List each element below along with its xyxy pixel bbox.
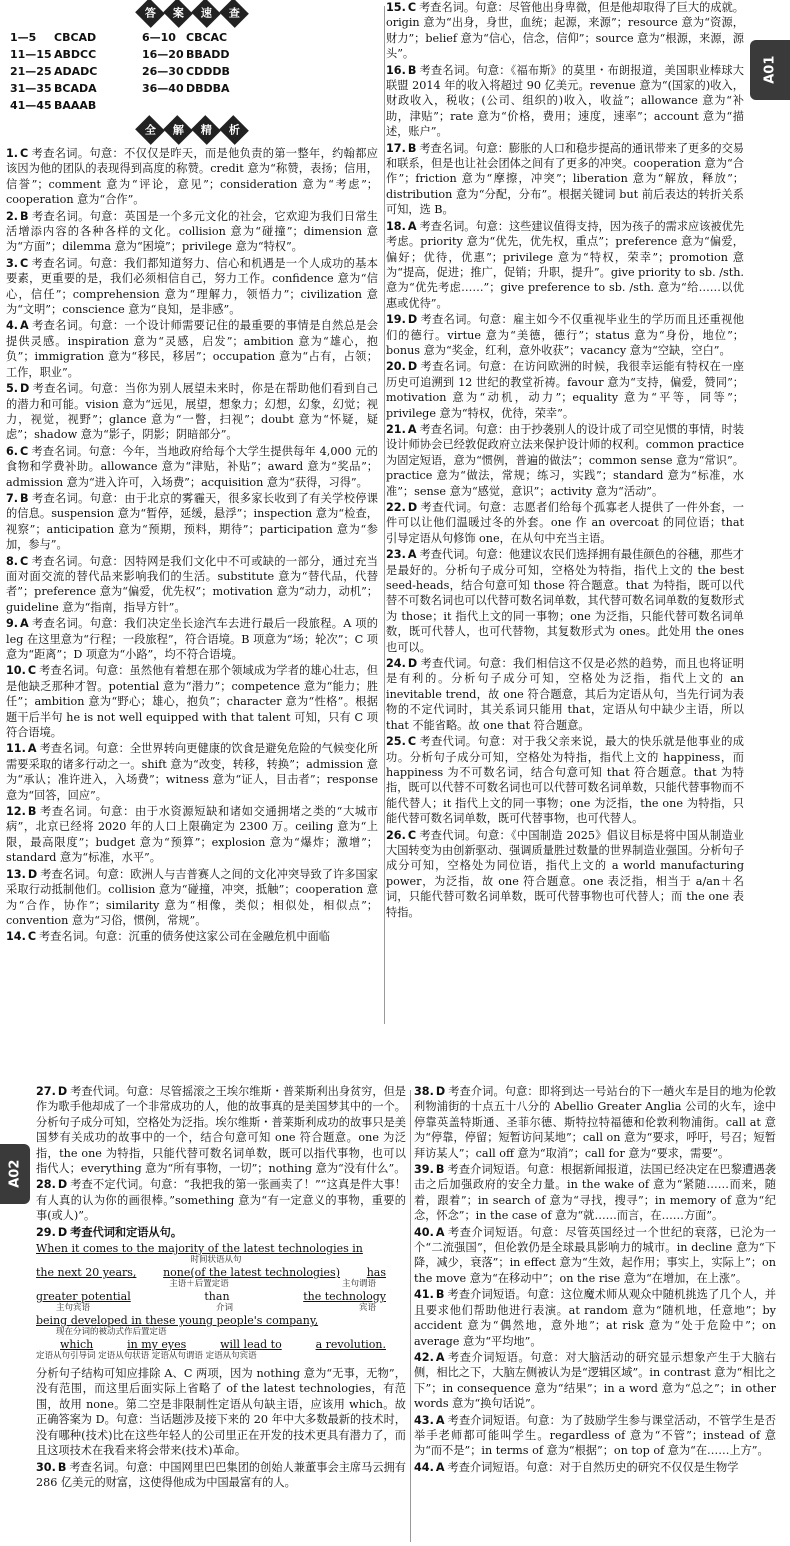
question-number: 10. xyxy=(6,664,26,678)
answer-letter: A xyxy=(435,1460,445,1474)
answer-range: 26—30 xyxy=(142,65,184,78)
question-number: 44. xyxy=(414,1460,434,1474)
answer-letter: B xyxy=(27,805,37,819)
answer-letter: A xyxy=(20,319,29,333)
question-item xyxy=(36,1084,406,1176)
answer-letter: D xyxy=(407,360,418,374)
answer-range: 11—15 xyxy=(10,48,52,61)
answer-letter: D xyxy=(407,501,418,514)
question-text: 考查介词短语。句意：对大脑活动的研究显示想象产生于大脑右侧，相比之下，大脑左侧被认为是“逻辑区域”。in contrast 意为“相比之下”；in consequence 意为“结果”；in a word 意为“总之”；in other words 意为“换句话说”。 xyxy=(414,1350,776,1411)
column-divider xyxy=(384,6,385,1024)
question-number: 28. xyxy=(36,1178,56,1192)
question-item xyxy=(414,1287,776,1349)
answer-range: 31—35 xyxy=(10,82,52,95)
question-text: 考查代词。句意：我们相信这不仅是必然的趋势，而且也将证明是有利的。分析句子成分可知，空格处为泛指，指代上文的 an inevitable trend，故 one 符合题意，其后为定语从句，当先行词为表物的不定代词时，其关系词只能用 that，定语从句中缺少主语，所以 that 不能省略。故 one that 符合题意。 xyxy=(386,657,744,732)
question-text: 考查代词。句意：《中国制造 2025》倡议目标是将中国从制造业大国转变为由创新驱动、强调质量胜过数量的世界制造业强国。分析句子成分可知，空格处为同位语，指代上文的 a world manufacturing power，为泛指，故 one 符合题意。one 表泛指，相当于 a/an＋名词，只能代替可数名词单数，既可代替事物也可代替人；而 the one 表特指。 xyxy=(386,828,745,919)
answer-key-banner xyxy=(6,3,378,23)
question-item xyxy=(36,1177,406,1223)
question-item xyxy=(386,219,744,311)
answer-range: 36—40 xyxy=(142,82,184,95)
question-item xyxy=(386,141,744,218)
question-analysis: 分析句子结构可知应排除 A、C 两项，因为 nothing 意为“无事，无物”，没有范围，而这里后面实际上省略了 of the latest technologies，有范围，故用 none。第二空是非限制性定语从句缺主语，应该用 which。故正确答案为 D。句意：当话题涉及接下来的 20 年中大多数最新的技术时，没有哪种(技术)比在这些年轻人的公司里正在开发的技术更具有潜力了，而且这项技术在我看来将会带来(技术)革命。 xyxy=(36,1367,406,1458)
question-item xyxy=(6,663,378,740)
question-text: 考查名词。句意：我们决定坐长途汽车去进行最后一段旅程。A 项的 leg 在这里意为“行程；一段旅程”，符合语境。B 项意为“场；轮次”；C 项意为“距离”；D 项意为“小路”，均不符合语境。 xyxy=(6,617,378,661)
question-number: 21. xyxy=(386,422,406,436)
answer-range: 1—5 xyxy=(10,31,37,44)
page-gap xyxy=(0,1030,790,1084)
question-number: 13. xyxy=(6,867,26,881)
answer-letter: B xyxy=(20,491,29,505)
answer-key-row xyxy=(10,97,378,114)
question-text: 考查代词。句意：对于我父亲来说，最大的快乐就是他事业的成功。分析句子成分可知，空格处为特指，指代上文的 happiness，而 happiness 为不可数名词，结合句意可知 that 符合题意。that 为特指，既可以代替不可数名词也可以代替可数名词单数，只能代替事物而不能代替人；it 指代上文的同一事物；one 为泛指，the one 为特指，只能代替可数名词单数，既可代替事物，也可代替人。 xyxy=(386,735,745,826)
answer-letter: A xyxy=(407,548,417,562)
answer-range: 16—20 xyxy=(142,48,184,61)
question-text: 考查名词。句意：沉重的债务使这家公司在金融危机中面临 xyxy=(39,930,330,944)
question-text: 考查不定代词。句意：“我把我的第一张画卖了！”“这真是件大事！有人真的认为你的画很棒。”something 意为“有一定意义的事物，重要的事(或人)”。 xyxy=(36,1178,406,1223)
question-item xyxy=(386,500,744,546)
diagram-gloss: 现在分词的被动式作后置定语 xyxy=(56,1327,167,1338)
question-number: 43. xyxy=(414,1413,434,1427)
question-text: 考查介词短语。句意：这位魔术师从观众中随机挑选了几个人，并且要求他们帮助他进行表演。at random 意为“随机地，任意地”；by accident 意为“偶然地，意外地”；at risk 意为“处于危险中”；on average 意为“平均地”。 xyxy=(414,1288,776,1348)
sentence-structure-diagram xyxy=(36,1242,406,1362)
answer-key-entry xyxy=(142,97,274,114)
question-item xyxy=(414,1460,776,1475)
explanation-list xyxy=(414,1084,776,1475)
question-number: 24. xyxy=(386,657,406,671)
column-divider xyxy=(410,1090,411,1542)
answer-letter: C xyxy=(20,256,29,270)
question-item xyxy=(6,381,378,443)
question-item xyxy=(386,656,744,733)
answer-key-grid xyxy=(10,29,378,114)
answer-key-entry xyxy=(142,29,274,46)
question-number: 26. xyxy=(386,828,406,842)
answer-letter: D xyxy=(407,313,418,327)
question-item xyxy=(36,1225,406,1240)
question-text: 考查名词。句意：不仅仅是昨天，而是他负责的第一整年，约翰都应该因为他的团队的表现得到高度的称赞。credit 意为“称赞，表扬；信用，信誉”；comment 意为“评论，意见”；consideration 意为“考虑”；cooperation 意为“合作”。 xyxy=(6,147,378,207)
question-number: 40. xyxy=(414,1225,434,1239)
answer-letter: B xyxy=(435,1288,445,1302)
question-item xyxy=(386,312,744,358)
answer-key-entry xyxy=(142,63,274,80)
question-text: 考查名词。句意：当你为别人展望未来时，你是在帮助他们看到自己的潜力和可能。vision 意为“远见，展望，想象力；幻想，幻象，幻觉；视力，视觉，视野”；glance 意为“一瞥，扫视”；doubt 意为“怀疑，疑虑”；shadow 意为“影子，阴影；阴暗部分”。 xyxy=(6,382,378,442)
answer-letter: C xyxy=(407,828,417,842)
diagram-gloss: 主句宾语 介词 宾语 xyxy=(56,1303,376,1314)
question-number: 20. xyxy=(386,360,406,374)
question-text: 考查名词。句意：一个设计师需要记住的最重要的事情是自然总是会提供灵感。inspiration 意为“灵感，启发”；ambition 意为“雄心，抱负”；immigration 意为“移民，移居”；occupation 意为“占有，占领；工作，职业”。 xyxy=(6,319,378,379)
answer-key-row xyxy=(10,63,378,80)
diagram-line: greater potential than the technology xyxy=(36,1290,386,1304)
answer-letters: ADADC xyxy=(54,65,98,78)
column-right xyxy=(386,0,744,921)
question-text: 考查名词。句意：由于水资源短缺和诸如交通拥堵之类的“大城市病”，北京已经将 2020 年的人口上限确定为 2300 万。ceiling 意为“上限，最高限度”；budget 意为“预算”；explosion 意为“爆炸；激增”；standard 意为“标准，水平”。 xyxy=(6,805,378,865)
question-text: 考查名词。句意：中国网里巴巴集团的创始人兼董事会主席马云拥有 286 亿美元的财富，这使得他成为中国最富有的人。 xyxy=(36,1460,406,1489)
banner-char: 查 xyxy=(219,0,249,28)
answer-letter: B xyxy=(407,63,417,77)
question-item xyxy=(386,359,744,421)
question-item xyxy=(386,63,744,140)
diagram-line: the next 20 years, none(of the latest technologies) has xyxy=(36,1266,386,1280)
answer-letter: C xyxy=(407,1,417,14)
answer-letter: C xyxy=(27,664,37,678)
diagram-gloss: 时间状语从句 xyxy=(190,1255,242,1266)
question-item xyxy=(6,616,378,662)
diagram-line: which in my eyes will lead to a revolution. xyxy=(60,1338,386,1352)
answer-letter: A xyxy=(435,1413,445,1427)
answer-letter: A xyxy=(407,219,417,233)
question-number: 41. xyxy=(414,1288,434,1302)
diagram-line: being developed in these young people's company, xyxy=(36,1314,319,1328)
answer-letter: C xyxy=(27,930,37,944)
diagram-line: When it comes to the majority of the latest technologies in xyxy=(36,1242,363,1256)
answer-key-entry xyxy=(142,46,274,63)
question-number: 4. xyxy=(6,319,19,333)
answer-key-row xyxy=(10,80,378,97)
question-item xyxy=(414,1162,776,1224)
question-item xyxy=(386,828,744,920)
answer-letter: C xyxy=(20,147,29,160)
question-text: 考查名词。句意：在访问欧洲的时候，我很幸运能有特权在一座历史可追溯到 12 世纪的教堂祈祷。favour 意为“支持，偏爱，赞同”；motivation 意为“动机，动力”；equality 意为“平等，同等”；privilege 意为“特权，优待，荣幸”。 xyxy=(386,360,744,420)
answer-letter: C xyxy=(20,554,29,568)
answer-letters: CBCAC xyxy=(186,31,228,44)
answer-letters: CDDDB xyxy=(186,65,230,78)
question-text: 考查代词和定语从句。 xyxy=(70,1224,183,1239)
question-text: 考查名词。句意：今年，当地政府给每个大学生提供每年 4,000 元的食物和学费补助。allowance 意为“津贴，补贴”；award 意为“奖品”；admission 意为“进入许可，入场费”；acquisition 意为“获得，习得”。 xyxy=(6,444,378,489)
question-item xyxy=(414,1084,776,1161)
question-item xyxy=(6,804,378,866)
question-number: 30. xyxy=(36,1460,56,1474)
question-item xyxy=(6,444,378,490)
question-number: 11. xyxy=(6,742,26,756)
question-number: 19. xyxy=(386,313,406,327)
question-item xyxy=(386,547,744,655)
answer-letter: A xyxy=(407,422,417,436)
question-number: 16. xyxy=(386,63,406,77)
question-number: 42. xyxy=(414,1350,434,1364)
answer-letter: D xyxy=(407,657,418,671)
page-tab: A02 xyxy=(0,1144,30,1204)
question-text: 考查名词。句意：这些建议值得支持，因为孩子的需求应该被优先考虑。priority 意为“优先，优先权，重点”；preference 意为“偏爱，偏好；优待，优惠”；privilege 意为“特权，荣幸”；promotion 意为“提高，促进；推广，促销；升职，提升”。give priority to sb. /sth. 意为“优先考虑……”；give preference to sb. /sth. 意为“给……以优惠或优待”。 xyxy=(386,219,744,310)
answer-key-entry xyxy=(10,97,142,114)
question-item xyxy=(6,146,378,208)
answer-letters: BBADD xyxy=(186,48,230,61)
answer-letters: ABDCC xyxy=(54,48,97,61)
answer-letter: B xyxy=(407,141,417,155)
answer-letters: BAAAB xyxy=(54,99,97,112)
question-text: 考查介词短语。句意：尽管英国经过一个世纪的衰落，已沦为一个“二流强国”，但伦敦仍是全球最具影响力的城市。in decline 意为“下降，减少，衰落”；in effect 意为“生效，起作用；事实上，实际上”；on the move 意为“在移动中”；on the rise 意为“在增加，在上涨”。 xyxy=(414,1225,776,1285)
banner-char: 答 xyxy=(135,0,165,28)
explanation-list xyxy=(6,146,378,945)
question-text: 考查代词。句意：他建议农民们选择拥有最佳颜色的谷穗，那些才是最好的。分析句子成分可知，空格处为特指，指代上文的 the best seed-heads，结合句意可知 those 符合题意。that 为特指，既可以代替不可数名词也可以代替可数名词单数，其代替可数名词单数的复数形式为 those；it 指代上文的同一事物；one 为泛指，只能代替可数名词单数，既可代替人，也可代替物，其复数形式为 ones。此处用 the ones 也可以。 xyxy=(386,548,745,654)
banner-char: 速 xyxy=(191,0,221,28)
banner-char: 析 xyxy=(219,115,249,145)
question-number: 27. xyxy=(36,1085,56,1098)
answer-letter: D xyxy=(435,1085,446,1098)
banner-char: 解 xyxy=(163,115,193,145)
question-item xyxy=(414,1225,776,1287)
answer-letter: C xyxy=(20,444,29,458)
answer-key-row xyxy=(10,29,378,46)
answer-key-entry xyxy=(10,80,142,97)
answer-letter: D xyxy=(27,867,38,881)
answer-letter: A xyxy=(27,742,37,756)
answer-letter: D xyxy=(57,1178,68,1192)
question-text: 考查介词短语。句意：对于自然历史的研究不仅仅是生物学 xyxy=(447,1460,739,1474)
answer-key-entry xyxy=(10,46,142,63)
question-text: 考查名词。句意：由于抄袭别人的设计成了司空见惯的事情，时装设计师协会已经敦促政府立法来保护设计师的权利。common practice 为固定短语，意为“惯例，普遍的做法”；common sense 意为“常识”。practice 意为“做法，常规；练习，实践”；standard 意为“标准，水准”；sense 意为“感觉，意识”；activity 意为“活动”。 xyxy=(386,422,744,498)
question-item xyxy=(414,1350,776,1412)
diagram-gloss: 主语＋后置定语 主句谓语 xyxy=(169,1279,376,1290)
question-number: 9. xyxy=(6,617,19,631)
question-text: 考查介词。句意：即将到达一号站台的下一趟火车是目的地为伦敦利物浦街的十点五十八分的 Abellio Greater Anglia 公司的火车，途中停靠英盖特斯通、圣菲尔德、斯特拉特福德和伦敦利物浦街。call at 意为“停靠，停留；短暂访问某地”；call on 意为“要求，呼吁，号召；短暂拜访某人”；call off 意为“取消”；call for 意为“要求，需要”。 xyxy=(414,1085,776,1160)
page-tab: A01 xyxy=(750,40,790,100)
answer-key-entry xyxy=(10,29,142,46)
answer-letter: B xyxy=(20,209,29,223)
question-item xyxy=(386,422,744,499)
question-number: 8. xyxy=(6,554,19,568)
question-number: 39. xyxy=(414,1163,434,1177)
question-item xyxy=(414,1413,776,1459)
question-item xyxy=(6,741,378,803)
column-left xyxy=(6,0,378,946)
answer-key-entry xyxy=(142,80,274,97)
question-number: 22. xyxy=(386,501,406,514)
answer-key-entry xyxy=(10,63,142,80)
question-number: 3. xyxy=(6,256,19,270)
banner-char: 全 xyxy=(135,115,165,145)
answer-letter: B xyxy=(57,1460,67,1474)
answer-letters: DBDBA xyxy=(186,82,230,95)
question-number: 18. xyxy=(386,219,406,233)
explanation-list xyxy=(36,1084,406,1224)
question-number: 14. xyxy=(6,930,26,944)
explanation-list xyxy=(386,0,744,920)
question-item xyxy=(6,867,378,929)
question-item xyxy=(386,734,744,826)
question-number: 5. xyxy=(6,382,19,396)
question-text: 考查介词短语。句意：为了鼓励学生参与课堂活动，不管学生是否举手老师都可能叫学生。regardless of 意为“不管”；instead of 意为“而不是”；in terms of 意为“根据”；on top of 意为“在……上方”。 xyxy=(414,1413,776,1458)
answer-letters: CBCAD xyxy=(54,31,97,44)
question-number: 17. xyxy=(386,141,406,155)
question-text: 考查名词。句意：尽管他出身卑微，但是他却取得了巨大的成就。origin 意为“出身，身世，血统；起源，来源”；resource 意为“资源，财力”；belief 意为“信心，信念，信仰”；source 意为“根源，来源，源头”。 xyxy=(386,1,744,61)
answer-letter: B xyxy=(435,1163,445,1177)
question-text: 考查名词。句意：欧洲人与吉普赛人之间的文化冲突导致了许多国家采取行动抵制他们。collision 意为“碰撞，冲突，抵触”；cooperation 意为“合作，协作”；similarity 意为“相像，类似；相似处，相似点”；convention 意为“习俗，惯例，常规”。 xyxy=(6,867,378,927)
answer-range: 6—10 xyxy=(142,31,176,44)
question-item xyxy=(6,554,378,616)
question-text: 考查代词。句意：志愿者们给每个孤寡老人提供了一件外套，一件可以让他们温暖过冬的外套。one 作 an overcoat 的同位语；that 引导定语从句修饰 one，在从句中充当主语。 xyxy=(386,501,744,545)
answer-letter: D xyxy=(57,1085,68,1098)
answer-letters: BCADA xyxy=(54,82,97,95)
question-item xyxy=(6,491,378,553)
question-number: 15. xyxy=(386,1,406,14)
answer-letter: A xyxy=(20,617,29,631)
question-item xyxy=(6,256,378,318)
column-left xyxy=(36,1084,406,1491)
question-number: 6. xyxy=(6,444,19,458)
banner-char: 案 xyxy=(163,0,193,28)
answer-key-row xyxy=(10,46,378,63)
answer-range: 41—45 xyxy=(10,99,52,112)
question-text: 考查名词。句意：全世界转向更健康的饮食是避免危险的气候变化所需要采取的诸多行动之一。shift 意为“改变，转移，转换”；admission 意为“承认；准许进入，入场费”；witness 意为“证人，目击者”；response 意为“回答，回应”。 xyxy=(6,742,378,802)
question-text: 考查名词。句意：我们都知道努力、信心和机遇是一个人成功的基本要素，更重要的是，我们必须相信自己，努力工作。confidence 意为“信心，信任”；comprehension 意为“理解力，领悟力”；civilization 意为“文明”；conscience 意为“良知，是非感”。 xyxy=(6,256,378,317)
question-text: 考查代词。句意：尽管摇滚之王埃尔维斯・普莱斯利出身贫穷，但是作为歌手他却成了一个非常成功的人，他的故事真的是美国梦其中的一个。分析句子成分可知，空格处为泛指。埃尔维斯・普莱斯利成功的故事只是美国梦有关成功的故事中的一个，结合句意可知 one 符合题意。one 为泛指，the one 为特指，只能代替可数名词单数，既可以指代事物，也可以指代人；everything 意为“所有事物，一切”；nothing 意为“没有什么”。 xyxy=(36,1085,406,1176)
question-item xyxy=(6,318,378,380)
question-text: 考查名词。句意：由于北京的雾霾天，很多家长收到了有关学校停课的信息。suspension 意为“暂停，延缓，悬浮”；inspection 意为“检查，视察”；anticipation 意为“预期，预料，期待”；participation 意为“参加，参与”。 xyxy=(6,491,378,552)
question-number: 2. xyxy=(6,209,19,223)
answer-letter: D xyxy=(57,1225,68,1239)
question-text: 考查名词。句意：因特网是我们文化中不可或缺的一部分，通过充当面对面交流的替代品来影响我们的生活。substitute 意为“替代品，代替者”；preference 意为“偏爱，优先权”；motivation 意为“动力，动机”；guideline 意为“指南，指导方针”。 xyxy=(6,554,378,614)
explanation-banner xyxy=(6,120,378,140)
question-number: 38. xyxy=(414,1085,434,1098)
answer-letter: A xyxy=(435,1350,445,1364)
answer-letter: C xyxy=(407,735,417,749)
answer-range: 21—25 xyxy=(10,65,52,78)
answer-letter: A xyxy=(435,1225,445,1239)
question-number: 25. xyxy=(386,735,406,749)
question-item xyxy=(36,1460,406,1491)
question-number: 29. xyxy=(36,1225,56,1239)
diagram-gloss: 定语从句引导词 定语从句状语 定语从句谓语 定语从句宾语 xyxy=(36,1351,257,1362)
question-item xyxy=(386,0,744,62)
question-text: 考查名词。句意：膨胀的人口和稳步提高的通讯带来了更多的交易和联系，但是也让社会团体之间有了更多的冲突。cooperation 意为“合作”；friction 意为“摩擦，冲突”；liberation 意为“解放，释放”；distribution 意为“分配，分布”。根据关键词 but 前后表达的转折关系可知，选 B。 xyxy=(386,141,744,217)
question-number: 1. xyxy=(6,147,19,160)
question-item xyxy=(6,209,378,255)
question-text: 考查名词。句意：《福布斯》的莫里・布朗报道，美国职业棒球大联盟 2014 年的收入将超过 90 亿美元。revenue 意为“(国家的)收入，财政收入，税收；(公司、组织的)收入，收益”；allowance 意为“补助，津贴”；rate 意为“价格，费用；速度，速率”；account 意为“描述，账户”。 xyxy=(386,63,744,139)
question-number: 7. xyxy=(6,491,19,505)
question-item xyxy=(6,929,378,944)
question-text: 考查名词。句意：英国是一个多元文化的社会，它欢迎为我们日常生活增添内容的各种各样的文化。collision 意为“碰撞”；dimension 意为“方面”；dilemma 意为“困境”；privilege 意为“特权”。 xyxy=(6,209,378,254)
question-text: 考查名词。句意：虽然他有着想在那个领域成为学者的雄心壮志，但是他缺乏那种才智。potential 意为“潜力”；competence 意为“能力；胜任”；ambition 意为“野心；雄心，抱负”；character 意为“性格”。根据题干后半句 he is not well equipped with that talent 可知，只有 C 项符合语境。 xyxy=(6,664,378,740)
banner-char: 精 xyxy=(191,115,221,145)
question-number: 12. xyxy=(6,805,26,819)
answer-letter: D xyxy=(20,382,30,396)
column-right xyxy=(414,1084,776,1476)
question-number: 23. xyxy=(386,548,406,562)
answer-page-bottom xyxy=(0,1084,790,1546)
question-text: 考查介词短语。句意：根据新闻报道，法国已经决定在巴黎遭遇袭击之后加强政府的安全力量。in the wake of 意为“紧随……而来，随着，跟着”；in search of 意为“寻找，搜寻”；in memory of 意为“纪念，怀念”；in the case of 意为“就……而言，在……方面”。 xyxy=(414,1163,776,1223)
question-text: 考查名词。句意：雇主如今不仅重视毕业生的学历而且还重视他们的德行。virtue 意为“美德，德行”；status 意为“身份，地位”；bonus 意为“奖金，红利，意外收获”；vacancy 意为“空缺，空白”。 xyxy=(386,313,744,357)
